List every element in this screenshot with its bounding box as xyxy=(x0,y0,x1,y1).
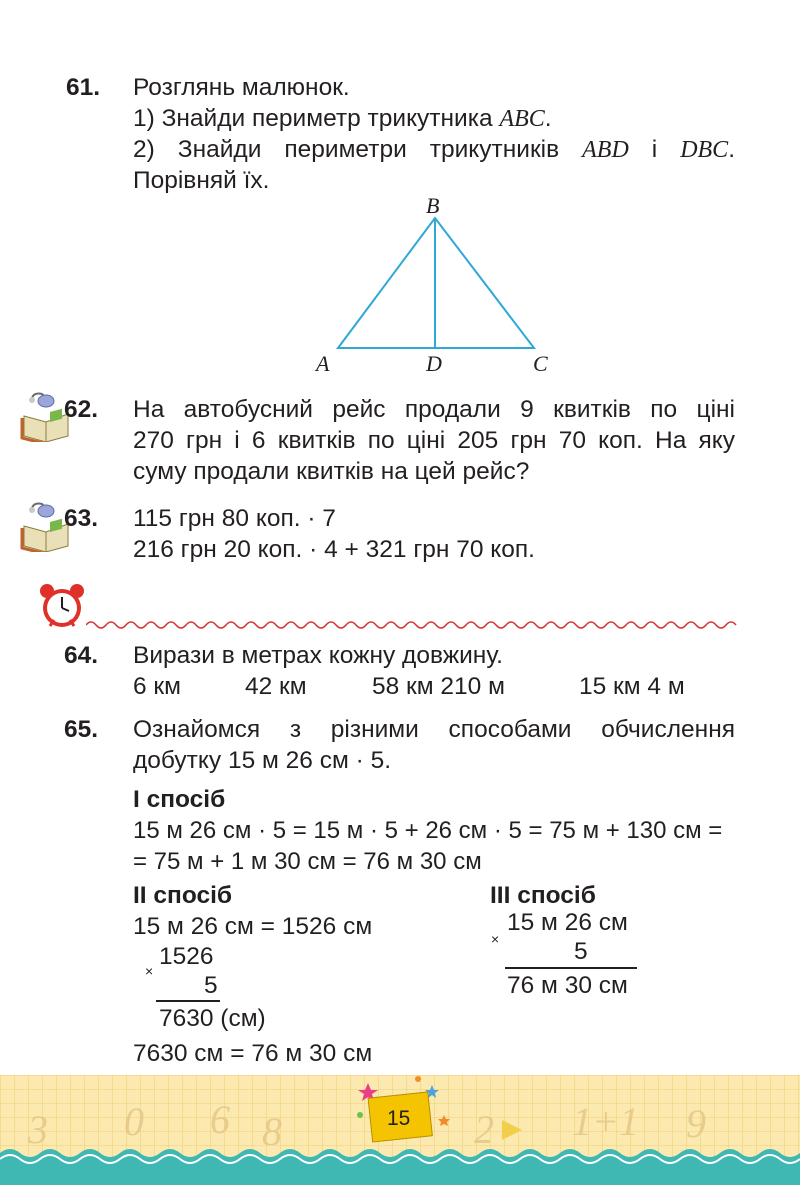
ex62-line3: суму продали квитків на цей рейс? xyxy=(133,458,530,485)
ex63-line2: 216 грн 20 коп. · 4 + 321 грн 70 коп. xyxy=(133,536,535,563)
exercise-number-64: 64. xyxy=(64,642,99,669)
ex61-var-abc: ABC xyxy=(499,106,545,132)
footer-decoration xyxy=(0,1075,800,1185)
ex61-line2-text: 1) Знайди периметр трикутника xyxy=(133,105,500,132)
method2-result: 7630 (см) xyxy=(159,1005,266,1032)
ex64-item: 58 км 210 м xyxy=(372,673,505,700)
method2-title: ІІ спосіб xyxy=(133,882,233,909)
ex61-var-dbc: DBC xyxy=(680,137,729,163)
exercise-number-62: 62. xyxy=(64,396,99,423)
ex61-line1: Розглянь малюнок. xyxy=(133,74,350,101)
method3-line xyxy=(505,967,637,969)
ex63-line1: 115 грн 80 коп. · 7 xyxy=(133,505,336,532)
exercise-number-63: 63. xyxy=(64,505,99,532)
decor-digit: 1+1 xyxy=(572,1099,639,1144)
ex64-item: 15 км 4 м xyxy=(579,673,685,700)
ex61-line2-end: . xyxy=(544,105,552,132)
ex64-item: 6 км xyxy=(133,673,181,700)
method1-line1: 15 м 26 см · 5 = 15 м · 5 + 26 см · 5 = 75 м + 130 см = xyxy=(133,817,723,844)
decor-digit: 0 xyxy=(124,1099,144,1144)
ex64-item: 42 км xyxy=(245,673,307,700)
decor-digit: 9 xyxy=(686,1101,706,1146)
ex61-line3-mid: і xyxy=(628,136,681,163)
ex61-line2 xyxy=(133,103,552,135)
decor-digit: 6 xyxy=(210,1097,230,1142)
method2-line1: 15 м 26 см = 1526 см xyxy=(133,913,373,940)
ex61-line4: Порівняй їх. xyxy=(133,167,270,194)
decor-digit: 8 xyxy=(262,1109,282,1154)
ex62-line2: 270 грн і 6 квитків по ціні 205 грн 70 коп. На яку xyxy=(133,427,735,454)
page-number: 15 xyxy=(387,1107,411,1130)
vertex-label-c: C xyxy=(533,351,548,376)
decor-digit: 3 xyxy=(28,1107,48,1152)
ex61-line3-end: . xyxy=(728,136,735,163)
method2-mult-bottom: 5 xyxy=(204,972,218,999)
method2-final: 7630 см = 76 м 30 см xyxy=(133,1040,373,1067)
method3-result: 76 м 30 см xyxy=(507,972,628,999)
method1-title: І спосіб xyxy=(133,786,226,813)
ex64-line1: Вирази в метрах кожну довжину. xyxy=(133,642,503,669)
multiply-sign: × xyxy=(491,931,500,947)
method1-line2: = 75 м + 1 м 30 см = 76 м 30 см xyxy=(133,848,482,875)
vertex-label-b: B xyxy=(426,193,440,218)
ex65-line2: добутку 15 м 26 см · 5. xyxy=(133,747,392,774)
ex65-line1: Ознайомся з різними способами обчислення xyxy=(133,716,735,743)
ex61-line3-a: 2) Знайди периметри трикутників xyxy=(133,136,583,163)
vertex-label-a: A xyxy=(316,351,330,376)
exercise-number-61: 61. xyxy=(66,74,101,101)
vertex-label-d: D xyxy=(426,351,442,376)
method2-mult-top: 1526 xyxy=(159,943,214,970)
method3-top: 15 м 26 см xyxy=(507,909,628,936)
method2-line xyxy=(156,1000,220,1002)
triangle-figure xyxy=(300,190,580,380)
ex61-var-abd: ABD xyxy=(582,137,629,163)
method3-title: ІІІ спосіб xyxy=(490,882,596,909)
ex61-line3 xyxy=(133,134,735,166)
multiply-sign: × xyxy=(145,963,154,979)
wavy-divider xyxy=(86,616,738,634)
exercise-number-65: 65. xyxy=(64,716,99,743)
alarm-clock-icon xyxy=(38,582,88,630)
ex62-line1: На автобусний рейс продали 9 квитків по ціні xyxy=(133,396,735,423)
method3-bottom: 5 xyxy=(574,938,588,965)
decor-digit: 2 xyxy=(474,1107,494,1152)
